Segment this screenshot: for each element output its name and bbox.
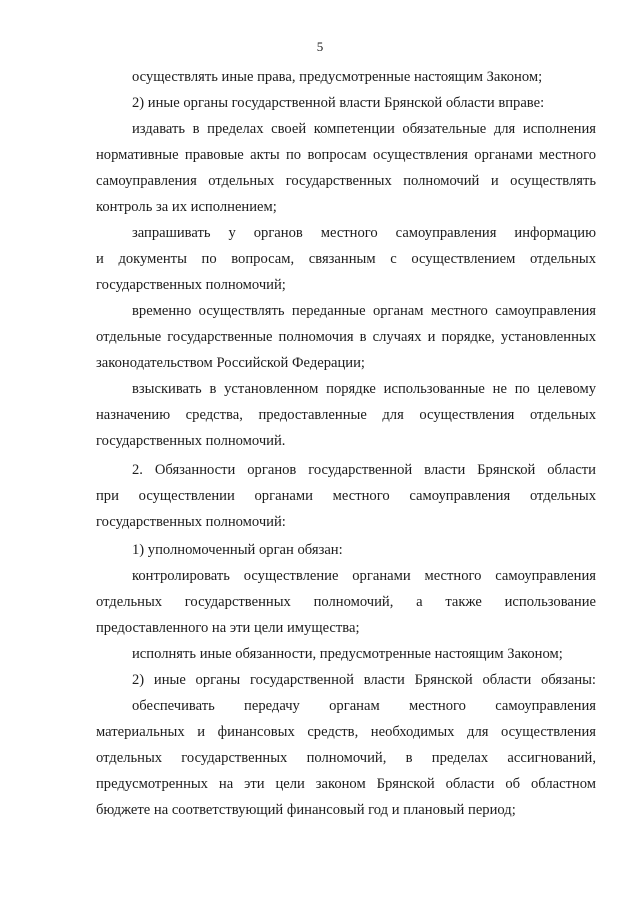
text-line-1: осуществлять иные права, предусмотренные настоящим Законом; (132, 69, 543, 85)
text-line-20: контролировать осуществление органами местного самоуправления (132, 568, 596, 584)
text-line-13: взыскивать в установленном порядке использованные не по целевому (132, 381, 596, 397)
text-line-19: 1) уполномоченный орган обязан: (132, 542, 343, 558)
text-line-9: государственных полномочий; (96, 277, 286, 293)
text-line-10: временно осуществлять переданные органам местного самоуправления (132, 303, 596, 319)
text-line-23: исполнять иные обязанности, предусмотренные настоящим Законом; (132, 646, 563, 662)
text-line-26: материальных и финансовых средств, необходимых для осуществления (96, 724, 596, 740)
text-line-11: отдельные государственные полномочия в случаях и порядке, установленных (96, 329, 596, 345)
text-line-2: 2) иные органы государственной власти Брянской области вправе: (132, 95, 545, 111)
text-line-14: назначению средства, предоставленные для осуществления отдельных (96, 407, 596, 423)
text-line-21: отдельных государственных полномочий, а также использование (96, 594, 596, 610)
text-line-7: запрашивать у органов местного самоуправления информацию (132, 225, 596, 241)
text-line-6: контроль за их исполнением; (96, 199, 277, 215)
text-line-15: государственных полномочий. (96, 433, 286, 449)
text-line-27: отдельных государственных полномочий, в пределах ассигнований, (96, 750, 596, 766)
text-line-16: 2. Обязанности органов государственной власти Брянской области (132, 462, 596, 478)
text-line-18: государственных полномочий: (96, 514, 286, 530)
text-line-25: обеспечивать передачу органам местного самоуправления (132, 698, 596, 714)
text-line-29: бюджете на соответствующий финансовый год и плановый период; (96, 802, 516, 818)
text-line-28: предусмотренных на эти цели законом Брянской области об областном (96, 776, 596, 792)
text-line-3: издавать в пределах своей компетенции обязательные для исполнения (132, 121, 596, 137)
text-line-12: законодательством Российской Федерации; (96, 355, 365, 371)
text-line-17: при осуществлении органами местного самоуправления отдельных (96, 488, 596, 504)
text-line-4: нормативные правовые акты по вопросам осуществления органами местного (96, 147, 596, 163)
text-line-5: самоуправления отдельных государственных полномочий и осуществлять (96, 173, 596, 189)
text-line-24: 2) иные органы государственной власти Брянской области обязаны: (132, 672, 596, 688)
text-line-8: и документы по вопросам, связанным с осуществлением отдельных (96, 251, 596, 267)
page-number: 5 (316, 39, 324, 54)
text-line-22: предоставленного на эти цели имущества; (96, 620, 360, 636)
